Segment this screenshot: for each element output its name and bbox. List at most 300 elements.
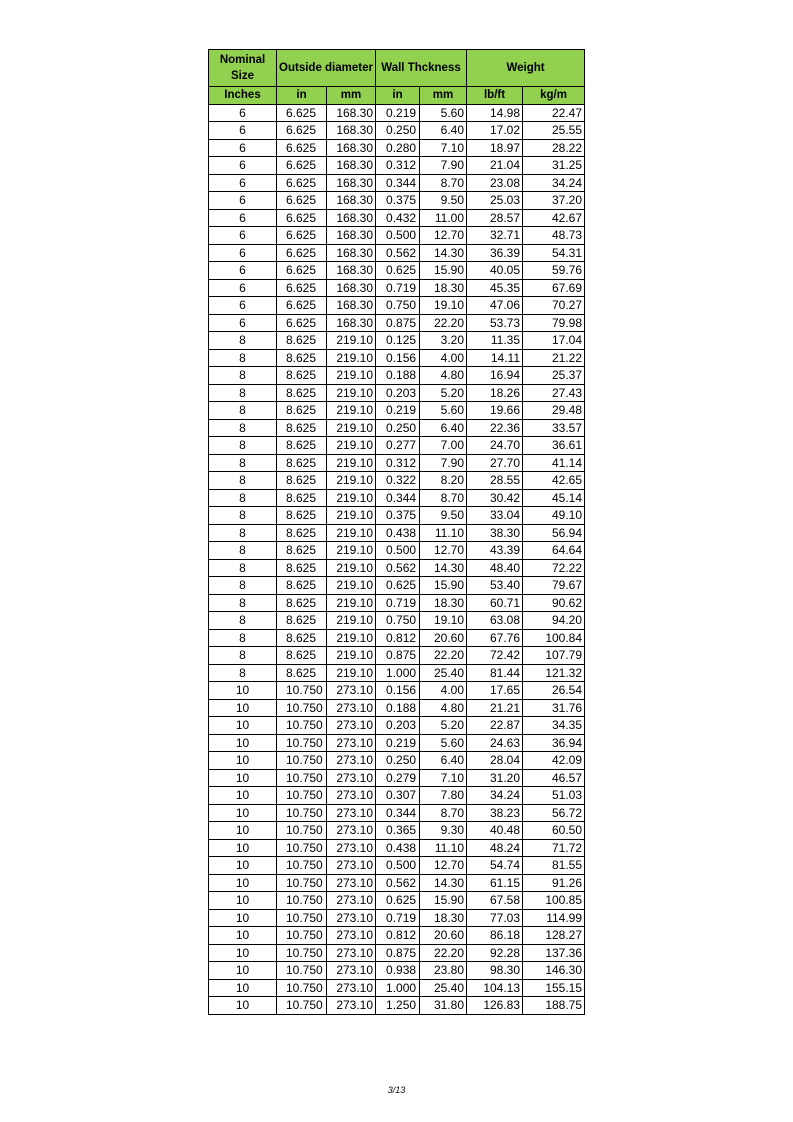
cell-od-in: 6.625 <box>277 209 327 227</box>
table-row <box>209 402 585 420</box>
cell-wall-in: 0.438 <box>376 839 420 857</box>
table-row <box>209 314 585 332</box>
table-header <box>209 50 585 105</box>
cell-od-mm: 168.30 <box>327 122 376 140</box>
cell-od-in: 8.625 <box>277 664 327 682</box>
cell-wall-in: 0.156 <box>376 349 420 367</box>
cell-nominal-size: 8 <box>209 542 277 560</box>
cell-nominal-size: 10 <box>209 734 277 752</box>
cell-nominal-size: 10 <box>209 892 277 910</box>
cell-wall-mm: 4.80 <box>420 699 467 717</box>
cell-wall-mm: 31.80 <box>420 997 467 1015</box>
cell-wall-mm: 11.10 <box>420 839 467 857</box>
cell-od-mm: 168.30 <box>327 297 376 315</box>
cell-weight-lbft: 47.06 <box>467 297 523 315</box>
cell-od-in: 10.750 <box>277 857 327 875</box>
cell-wall-in: 0.312 <box>376 454 420 472</box>
cell-od-mm: 219.10 <box>327 577 376 595</box>
cell-weight-lbft: 67.76 <box>467 629 523 647</box>
cell-weight-kgm: 100.84 <box>523 629 585 647</box>
cell-nominal-size: 6 <box>209 122 277 140</box>
cell-od-mm: 168.30 <box>327 174 376 192</box>
table-row <box>209 612 585 630</box>
table-row <box>209 647 585 665</box>
cell-nominal-size: 6 <box>209 157 277 175</box>
table-row <box>209 367 585 385</box>
table-row <box>209 157 585 175</box>
cell-wall-in: 0.203 <box>376 717 420 735</box>
cell-weight-lbft: 19.66 <box>467 402 523 420</box>
cell-nominal-size: 10 <box>209 874 277 892</box>
cell-weight-kgm: 31.76 <box>523 699 585 717</box>
cell-nominal-size: 6 <box>209 314 277 332</box>
table-row <box>209 209 585 227</box>
cell-nominal-size: 8 <box>209 524 277 542</box>
cell-weight-lbft: 27.70 <box>467 454 523 472</box>
cell-weight-kgm: 17.04 <box>523 332 585 350</box>
table-row <box>209 384 585 402</box>
cell-wall-in: 0.562 <box>376 244 420 262</box>
cell-weight-kgm: 121.32 <box>523 664 585 682</box>
cell-wall-in: 0.500 <box>376 227 420 245</box>
cell-weight-lbft: 81.44 <box>467 664 523 682</box>
cell-od-in: 10.750 <box>277 962 327 980</box>
cell-wall-mm: 15.90 <box>420 577 467 595</box>
cell-od-mm: 168.30 <box>327 244 376 262</box>
cell-od-mm: 219.10 <box>327 419 376 437</box>
cell-wall-mm: 9.30 <box>420 822 467 840</box>
cell-wall-mm: 22.20 <box>420 314 467 332</box>
cell-wall-mm: 7.80 <box>420 787 467 805</box>
cell-od-in: 8.625 <box>277 577 327 595</box>
cell-od-mm: 168.30 <box>327 227 376 245</box>
cell-od-in: 10.750 <box>277 752 327 770</box>
cell-weight-kgm: 107.79 <box>523 647 585 665</box>
cell-od-in: 10.750 <box>277 944 327 962</box>
cell-od-mm: 219.10 <box>327 524 376 542</box>
table-row <box>209 454 585 472</box>
table-row <box>209 717 585 735</box>
cell-od-mm: 219.10 <box>327 454 376 472</box>
cell-wall-in: 0.812 <box>376 927 420 945</box>
cell-wall-in: 0.365 <box>376 822 420 840</box>
cell-weight-lbft: 28.04 <box>467 752 523 770</box>
table-row <box>209 734 585 752</box>
cell-od-in: 8.625 <box>277 367 327 385</box>
table-row <box>209 979 585 997</box>
cell-weight-lbft: 48.24 <box>467 839 523 857</box>
cell-wall-mm: 8.70 <box>420 174 467 192</box>
cell-nominal-size: 10 <box>209 962 277 980</box>
table-row <box>209 174 585 192</box>
table-row <box>209 997 585 1015</box>
cell-od-in: 10.750 <box>277 804 327 822</box>
cell-weight-kgm: 48.73 <box>523 227 585 245</box>
cell-weight-lbft: 28.57 <box>467 209 523 227</box>
cell-od-in: 6.625 <box>277 297 327 315</box>
table-row <box>209 787 585 805</box>
table-row <box>209 192 585 210</box>
cell-weight-kgm: 36.94 <box>523 734 585 752</box>
cell-weight-lbft: 86.18 <box>467 927 523 945</box>
cell-nominal-size: 8 <box>209 594 277 612</box>
table-row <box>209 822 585 840</box>
cell-od-in: 10.750 <box>277 839 327 857</box>
cell-od-mm: 219.10 <box>327 367 376 385</box>
cell-weight-lbft: 17.02 <box>467 122 523 140</box>
cell-od-in: 8.625 <box>277 629 327 647</box>
cell-nominal-size: 10 <box>209 857 277 875</box>
cell-wall-in: 0.219 <box>376 104 420 122</box>
cell-od-in: 6.625 <box>277 139 327 157</box>
cell-wall-in: 0.156 <box>376 682 420 700</box>
cell-od-mm: 273.10 <box>327 839 376 857</box>
cell-wall-in: 0.719 <box>376 909 420 927</box>
cell-weight-kgm: 29.48 <box>523 402 585 420</box>
cell-od-in: 6.625 <box>277 314 327 332</box>
cell-wall-in: 1.250 <box>376 997 420 1015</box>
cell-nominal-size: 6 <box>209 244 277 262</box>
cell-weight-kgm: 67.69 <box>523 279 585 297</box>
cell-nominal-size: 8 <box>209 332 277 350</box>
cell-od-in: 8.625 <box>277 472 327 490</box>
table-row <box>209 472 585 490</box>
cell-weight-kgm: 54.31 <box>523 244 585 262</box>
cell-od-in: 10.750 <box>277 927 327 945</box>
cell-wall-mm: 14.30 <box>420 559 467 577</box>
cell-weight-lbft: 14.98 <box>467 104 523 122</box>
cell-od-in: 6.625 <box>277 262 327 280</box>
cell-weight-lbft: 16.94 <box>467 367 523 385</box>
cell-wall-in: 0.280 <box>376 139 420 157</box>
cell-od-in: 6.625 <box>277 192 327 210</box>
cell-weight-kgm: 60.50 <box>523 822 585 840</box>
cell-od-in: 10.750 <box>277 734 327 752</box>
table-row <box>209 892 585 910</box>
cell-wall-mm: 9.50 <box>420 192 467 210</box>
table-row <box>209 559 585 577</box>
cell-wall-in: 0.562 <box>376 874 420 892</box>
cell-weight-lbft: 18.97 <box>467 139 523 157</box>
cell-wall-mm: 4.00 <box>420 682 467 700</box>
cell-weight-kgm: 28.22 <box>523 139 585 157</box>
cell-od-in: 8.625 <box>277 402 327 420</box>
cell-nominal-size: 10 <box>209 699 277 717</box>
cell-wall-in: 0.500 <box>376 542 420 560</box>
cell-wall-mm: 6.40 <box>420 752 467 770</box>
cell-od-in: 10.750 <box>277 682 327 700</box>
cell-wall-mm: 20.60 <box>420 629 467 647</box>
cell-weight-kgm: 79.67 <box>523 577 585 595</box>
cell-od-in: 10.750 <box>277 769 327 787</box>
cell-wall-mm: 3.20 <box>420 332 467 350</box>
cell-od-in: 6.625 <box>277 157 327 175</box>
cell-od-mm: 273.10 <box>327 997 376 1015</box>
cell-weight-kgm: 41.14 <box>523 454 585 472</box>
cell-nominal-size: 10 <box>209 927 277 945</box>
cell-weight-kgm: 100.85 <box>523 892 585 910</box>
cell-od-mm: 219.10 <box>327 559 376 577</box>
cell-weight-lbft: 32.71 <box>467 227 523 245</box>
header-outside-diameter: Outside diameter <box>277 50 376 87</box>
cell-wall-in: 0.307 <box>376 787 420 805</box>
table-row <box>209 332 585 350</box>
cell-weight-lbft: 24.63 <box>467 734 523 752</box>
cell-wall-in: 0.719 <box>376 279 420 297</box>
table-row <box>209 419 585 437</box>
table-row <box>209 804 585 822</box>
table-row <box>209 297 585 315</box>
cell-od-mm: 219.10 <box>327 664 376 682</box>
cell-od-mm: 273.10 <box>327 787 376 805</box>
table-row <box>209 839 585 857</box>
cell-od-mm: 273.10 <box>327 979 376 997</box>
cell-wall-mm: 11.10 <box>420 524 467 542</box>
cell-wall-in: 0.344 <box>376 489 420 507</box>
cell-nominal-size: 10 <box>209 769 277 787</box>
cell-weight-lbft: 38.30 <box>467 524 523 542</box>
cell-nominal-size: 8 <box>209 472 277 490</box>
cell-wall-in: 0.938 <box>376 962 420 980</box>
unit-od-in: in <box>277 87 327 105</box>
cell-od-in: 8.625 <box>277 349 327 367</box>
cell-weight-lbft: 21.21 <box>467 699 523 717</box>
cell-od-in: 8.625 <box>277 489 327 507</box>
table-row <box>209 104 585 122</box>
cell-wall-mm: 7.00 <box>420 437 467 455</box>
cell-nominal-size: 8 <box>209 419 277 437</box>
cell-wall-mm: 6.40 <box>420 122 467 140</box>
cell-wall-mm: 6.40 <box>420 419 467 437</box>
cell-weight-kgm: 25.37 <box>523 367 585 385</box>
cell-od-mm: 273.10 <box>327 682 376 700</box>
table-row <box>209 122 585 140</box>
cell-wall-mm: 22.20 <box>420 647 467 665</box>
cell-weight-kgm: 71.72 <box>523 839 585 857</box>
cell-weight-lbft: 63.08 <box>467 612 523 630</box>
table-row <box>209 139 585 157</box>
cell-nominal-size: 6 <box>209 192 277 210</box>
cell-weight-lbft: 61.15 <box>467 874 523 892</box>
cell-od-in: 6.625 <box>277 104 327 122</box>
unit-wall-mm: mm <box>420 87 467 105</box>
cell-od-mm: 273.10 <box>327 857 376 875</box>
cell-wall-mm: 8.70 <box>420 489 467 507</box>
cell-wall-mm: 12.70 <box>420 227 467 245</box>
table-row <box>209 664 585 682</box>
cell-weight-kgm: 137.36 <box>523 944 585 962</box>
cell-od-mm: 219.10 <box>327 332 376 350</box>
cell-wall-in: 0.344 <box>376 174 420 192</box>
pipe-dimensions-table <box>208 49 585 1015</box>
cell-weight-kgm: 90.62 <box>523 594 585 612</box>
header-group-row <box>209 50 585 87</box>
cell-od-in: 6.625 <box>277 227 327 245</box>
cell-od-in: 10.750 <box>277 979 327 997</box>
cell-weight-kgm: 27.43 <box>523 384 585 402</box>
cell-wall-in: 0.750 <box>376 297 420 315</box>
cell-nominal-size: 10 <box>209 822 277 840</box>
table-row <box>209 577 585 595</box>
table-row <box>209 262 585 280</box>
cell-od-mm: 273.10 <box>327 734 376 752</box>
cell-od-in: 10.750 <box>277 874 327 892</box>
cell-od-mm: 273.10 <box>327 892 376 910</box>
cell-od-mm: 219.10 <box>327 472 376 490</box>
cell-nominal-size: 6 <box>209 174 277 192</box>
table-row <box>209 524 585 542</box>
cell-weight-lbft: 48.40 <box>467 559 523 577</box>
cell-od-in: 10.750 <box>277 909 327 927</box>
cell-weight-lbft: 34.24 <box>467 787 523 805</box>
cell-wall-in: 0.250 <box>376 752 420 770</box>
cell-od-mm: 219.10 <box>327 629 376 647</box>
cell-wall-in: 0.750 <box>376 612 420 630</box>
cell-od-in: 8.625 <box>277 524 327 542</box>
cell-od-mm: 273.10 <box>327 699 376 717</box>
table-row <box>209 279 585 297</box>
table-row <box>209 944 585 962</box>
cell-weight-kgm: 37.20 <box>523 192 585 210</box>
cell-nominal-size: 10 <box>209 979 277 997</box>
cell-wall-in: 0.500 <box>376 857 420 875</box>
cell-weight-lbft: 14.11 <box>467 349 523 367</box>
cell-wall-mm: 19.10 <box>420 612 467 630</box>
cell-wall-in: 0.250 <box>376 419 420 437</box>
cell-od-mm: 219.10 <box>327 647 376 665</box>
cell-weight-lbft: 23.08 <box>467 174 523 192</box>
cell-od-mm: 219.10 <box>327 612 376 630</box>
cell-od-in: 6.625 <box>277 279 327 297</box>
cell-weight-kgm: 34.35 <box>523 717 585 735</box>
cell-weight-kgm: 146.30 <box>523 962 585 980</box>
cell-wall-mm: 5.60 <box>420 734 467 752</box>
cell-nominal-size: 6 <box>209 227 277 245</box>
cell-nominal-size: 8 <box>209 349 277 367</box>
cell-wall-mm: 8.20 <box>420 472 467 490</box>
unit-weight-kgm: kg/m <box>523 87 585 105</box>
cell-weight-lbft: 33.04 <box>467 507 523 525</box>
cell-weight-lbft: 53.73 <box>467 314 523 332</box>
cell-weight-kgm: 36.61 <box>523 437 585 455</box>
table-body <box>209 104 585 1014</box>
cell-od-in: 6.625 <box>277 174 327 192</box>
cell-od-in: 8.625 <box>277 419 327 437</box>
cell-nominal-size: 6 <box>209 262 277 280</box>
cell-weight-kgm: 188.75 <box>523 997 585 1015</box>
cell-wall-mm: 22.20 <box>420 944 467 962</box>
cell-weight-lbft: 22.36 <box>467 419 523 437</box>
table-row <box>209 769 585 787</box>
cell-wall-mm: 14.30 <box>420 874 467 892</box>
table-row <box>209 909 585 927</box>
cell-nominal-size: 10 <box>209 944 277 962</box>
cell-od-in: 8.625 <box>277 384 327 402</box>
cell-weight-lbft: 18.26 <box>467 384 523 402</box>
cell-nominal-size: 6 <box>209 297 277 315</box>
cell-wall-in: 0.375 <box>376 192 420 210</box>
cell-weight-kgm: 21.22 <box>523 349 585 367</box>
table-row <box>209 227 585 245</box>
cell-od-mm: 168.30 <box>327 279 376 297</box>
cell-wall-mm: 18.30 <box>420 909 467 927</box>
cell-weight-kgm: 91.26 <box>523 874 585 892</box>
cell-weight-lbft: 38.23 <box>467 804 523 822</box>
cell-nominal-size: 10 <box>209 839 277 857</box>
cell-wall-mm: 19.10 <box>420 297 467 315</box>
cell-od-mm: 219.10 <box>327 384 376 402</box>
cell-weight-kgm: 128.27 <box>523 927 585 945</box>
cell-wall-mm: 20.60 <box>420 927 467 945</box>
cell-nominal-size: 8 <box>209 437 277 455</box>
cell-weight-kgm: 81.55 <box>523 857 585 875</box>
cell-weight-lbft: 40.48 <box>467 822 523 840</box>
cell-wall-mm: 4.80 <box>420 367 467 385</box>
cell-wall-in: 0.375 <box>376 507 420 525</box>
cell-weight-lbft: 17.65 <box>467 682 523 700</box>
cell-nominal-size: 6 <box>209 279 277 297</box>
cell-nominal-size: 10 <box>209 997 277 1015</box>
cell-wall-mm: 18.30 <box>420 279 467 297</box>
table-row <box>209 244 585 262</box>
cell-weight-lbft: 60.71 <box>467 594 523 612</box>
cell-weight-kgm: 42.09 <box>523 752 585 770</box>
cell-wall-in: 0.312 <box>376 157 420 175</box>
table-row <box>209 489 585 507</box>
table-row <box>209 629 585 647</box>
cell-wall-mm: 5.60 <box>420 104 467 122</box>
cell-wall-in: 0.438 <box>376 524 420 542</box>
table-row <box>209 437 585 455</box>
table-row <box>209 857 585 875</box>
cell-weight-kgm: 49.10 <box>523 507 585 525</box>
cell-wall-in: 0.219 <box>376 402 420 420</box>
header-nominal-size: Nominal Size <box>209 50 277 87</box>
cell-od-in: 8.625 <box>277 437 327 455</box>
cell-weight-kgm: 56.72 <box>523 804 585 822</box>
cell-od-in: 10.750 <box>277 997 327 1015</box>
cell-weight-kgm: 64.64 <box>523 542 585 560</box>
cell-od-mm: 168.30 <box>327 139 376 157</box>
cell-nominal-size: 10 <box>209 717 277 735</box>
cell-wall-mm: 4.00 <box>420 349 467 367</box>
cell-wall-in: 0.219 <box>376 734 420 752</box>
cell-weight-lbft: 45.35 <box>467 279 523 297</box>
cell-od-mm: 219.10 <box>327 437 376 455</box>
cell-nominal-size: 8 <box>209 489 277 507</box>
cell-wall-mm: 5.20 <box>420 384 467 402</box>
cell-od-in: 8.625 <box>277 647 327 665</box>
cell-wall-mm: 9.50 <box>420 507 467 525</box>
cell-weight-lbft: 92.28 <box>467 944 523 962</box>
cell-weight-lbft: 53.40 <box>467 577 523 595</box>
cell-wall-in: 0.875 <box>376 944 420 962</box>
cell-od-mm: 273.10 <box>327 874 376 892</box>
unit-wall-in: in <box>376 87 420 105</box>
cell-weight-kgm: 94.20 <box>523 612 585 630</box>
cell-wall-in: 0.432 <box>376 209 420 227</box>
table-row <box>209 542 585 560</box>
cell-nominal-size: 8 <box>209 612 277 630</box>
table-row <box>209 594 585 612</box>
cell-weight-kgm: 56.94 <box>523 524 585 542</box>
cell-weight-lbft: 24.70 <box>467 437 523 455</box>
cell-wall-in: 1.000 <box>376 664 420 682</box>
cell-weight-lbft: 11.35 <box>467 332 523 350</box>
cell-od-mm: 219.10 <box>327 542 376 560</box>
cell-od-mm: 273.10 <box>327 752 376 770</box>
cell-od-mm: 219.10 <box>327 349 376 367</box>
